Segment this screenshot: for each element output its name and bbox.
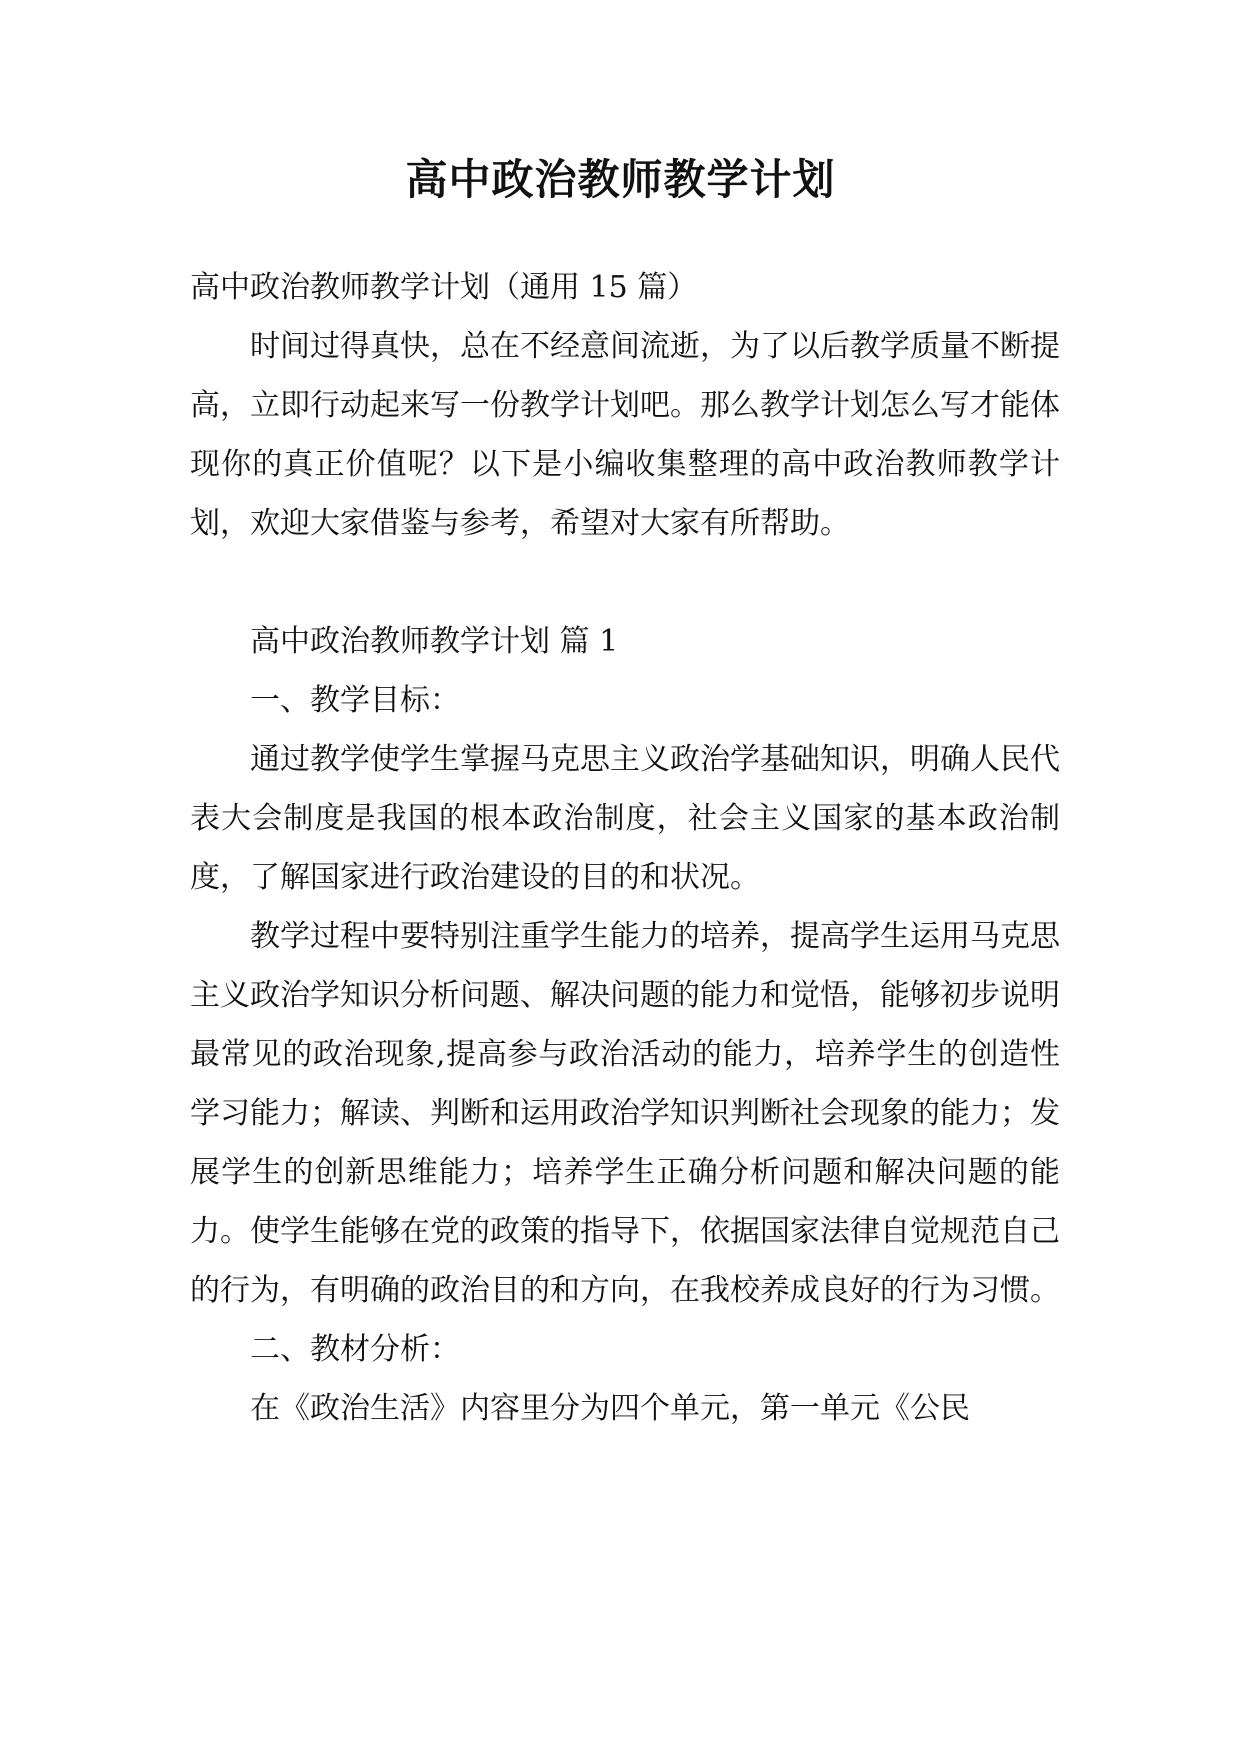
- document-title: 高中政治教师教学计划: [405, 155, 836, 204]
- goal-heading: 一、教学目标：: [250, 683, 460, 718]
- material-heading: 二、教材分析：: [250, 1332, 460, 1367]
- material-paragraph: 在《政治生活》内容里分为四个单元，第一单元《公民: [250, 1391, 970, 1426]
- intro-paragraph: 时间过得真快，总在不经意间流逝，为了以后教学质量不断提高，立即行动起来写一份教学计划吧。那么教学计划怎么写才能体现你的真正价值呢？以下是小编收集整理的高中政治教师教学计划，欢迎大家借鉴与参考，希望对大家有所帮助。: [190, 329, 1060, 541]
- goal-paragraph-2: 教学过程中要特别注重学生能力的培养，提高学生运用马克思主义政治学知识分析问题、解决问题的能力和觉悟，能够初步说明最常见的政治现象,提高参与政治活动的能力，培养学生的创造性学习能力；解读、判断和运用政治学知识判断社会现象的能力；发展学生的创新思维能力；培养学生正确分析问题和解决问题的能力。使学生能够在党的政策的指导下，依据国家法律自觉规范自己的行为，有明确的政治目的和方向，在我校养成良好的行为习惯。: [190, 919, 1060, 1308]
- document-subtitle: 高中政治教师教学计划（通用 15 篇）: [190, 270, 698, 305]
- section-spacer: [190, 553, 1060, 612]
- goal-paragraph-1: 通过教学使学生掌握马克思主义政治学基础知识，明确人民代表大会制度是我国的根本政治制度，社会主义国家的基本政治制度，了解国家进行政治建设的目的和状况。: [190, 742, 1060, 895]
- document-body: [190, 258, 1060, 1438]
- section-heading: 高中政治教师教学计划 篇 1: [250, 624, 619, 659]
